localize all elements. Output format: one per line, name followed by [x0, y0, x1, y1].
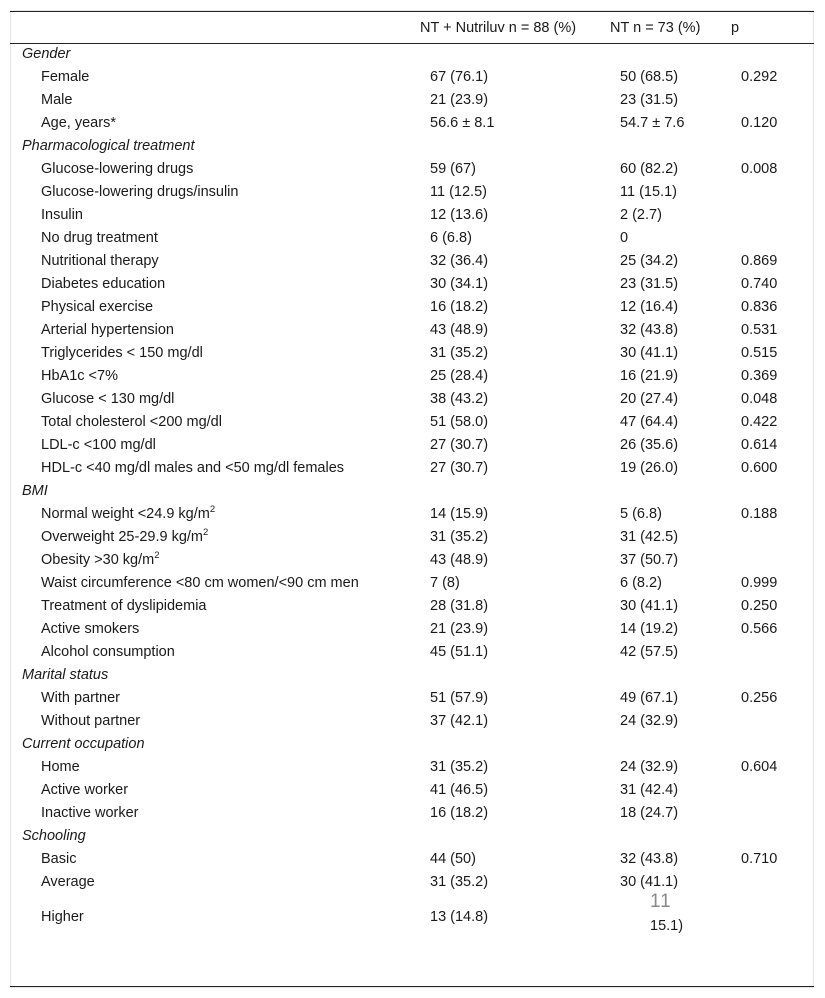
group1-value: 51 (58.0) [430, 414, 489, 430]
p-value [731, 894, 812, 940]
row-label-text: Glucose-lowering drugs [41, 161, 194, 177]
group1-value: 67 (76.1) [430, 69, 489, 85]
table-row [12, 181, 812, 204]
p-value: 0.836 [741, 299, 778, 315]
table-row [12, 89, 812, 112]
group1-value: 56.6 ± 8.1 [430, 115, 495, 131]
table-row [12, 227, 812, 250]
group2-value: 14 (19.2) [620, 621, 679, 637]
p-value: 0.614 [741, 437, 778, 453]
row-label [12, 273, 420, 296]
section-row [12, 43, 812, 66]
row-label [12, 871, 420, 894]
group2-value: 60 (82.2) [620, 161, 679, 177]
table-row [12, 342, 812, 365]
group1-value: 30 (34.1) [430, 276, 489, 292]
row-label [12, 595, 420, 618]
group2-value: 49 (67.1) [620, 690, 679, 706]
group1-value: 59 (67) [430, 161, 476, 177]
table-row [12, 319, 812, 342]
table-row [12, 894, 812, 940]
row-label-text: Female [41, 69, 90, 85]
group2-value: 30 (41.1) [620, 874, 679, 890]
p-value: 0.999 [741, 575, 778, 591]
group2-value: 12 (16.4) [620, 299, 679, 315]
row-label-text: Physical exercise [41, 299, 154, 315]
row-label [12, 181, 420, 204]
group2-value: 30 (41.1) [620, 598, 679, 614]
row-label-text: Insulin [41, 207, 83, 223]
row-label-text: Triglycerides < 150 mg/dl [41, 345, 203, 361]
group1-value: 31 (35.2) [430, 529, 489, 545]
table-row [12, 273, 812, 296]
section-title: Schooling [22, 828, 86, 844]
p-value: 0.188 [741, 506, 778, 522]
p-value [731, 779, 812, 802]
p-value: 0.515 [741, 345, 778, 361]
p-value: 0.422 [741, 414, 778, 430]
header-group2: NT n = 73 (%) [610, 20, 701, 36]
table-row [12, 112, 812, 135]
row-label-text: Treatment of dyslipidemia [41, 598, 207, 614]
group2-value: 31 (42.5) [620, 529, 679, 545]
section-row [12, 825, 812, 848]
row-label [12, 365, 420, 388]
row-label [12, 388, 420, 411]
row-label [12, 894, 420, 940]
row-label [12, 227, 420, 250]
row-label-text: Glucose < 130 mg/dl [41, 391, 175, 407]
row-label [12, 848, 420, 871]
group1-value: 45 (51.1) [430, 644, 489, 660]
row-label-text: Inactive worker [41, 805, 139, 821]
row-label-text: Age, years* [41, 115, 116, 131]
group1-value: 16 (18.2) [430, 299, 489, 315]
row-label [12, 296, 420, 319]
group1-value: 41 (46.5) [430, 782, 489, 798]
group2-value: 19 (26.0) [620, 460, 679, 476]
header-p: p [731, 20, 740, 36]
bottom-rule [10, 986, 814, 987]
row-label [12, 641, 420, 664]
row-label-text: Basic [41, 851, 77, 867]
section-title: BMI [22, 483, 48, 499]
group2-value: 32 (43.8) [620, 851, 679, 867]
row-label [12, 66, 420, 89]
p-value [731, 181, 812, 204]
header-group1: NT + Nutriluv n = 88 (%) [420, 20, 577, 36]
group1-value: 21 (23.9) [430, 92, 489, 108]
row-label-text: LDL-c <100 mg/dl [41, 437, 156, 453]
group1-value: 14 (15.9) [430, 506, 489, 522]
row-label-text: Active smokers [41, 621, 140, 637]
table-row [12, 457, 812, 480]
group1-value: 43 (48.9) [430, 322, 489, 338]
section-title: Gender [22, 46, 71, 62]
table-row [12, 802, 812, 825]
row-label [12, 250, 420, 273]
group2-value: 20 (27.4) [620, 391, 679, 407]
row-label [12, 112, 420, 135]
broken-glyph: 11 [650, 891, 672, 912]
group1-value: 51 (57.9) [430, 690, 489, 706]
row-label-text: HDL-c <40 mg/dl males and <50 mg/dl females [41, 460, 345, 476]
table-row [12, 618, 812, 641]
group2-value: 18 (24.7) [620, 805, 679, 821]
row-label [12, 158, 420, 181]
row-label-text: Diabetes education [41, 276, 166, 292]
row-label [12, 687, 420, 710]
group1-value: 16 (18.2) [430, 805, 489, 821]
row-label-text: No drug treatment [41, 230, 158, 246]
group2-value: 26 (35.6) [620, 437, 679, 453]
table-row [12, 365, 812, 388]
group1-value: 44 (50) [430, 851, 476, 867]
broken-fragment: 15.1) [650, 918, 684, 934]
table-row [12, 296, 812, 319]
group2-value: 16 (21.9) [620, 368, 679, 384]
superscript: 2 [209, 504, 216, 516]
table-row [12, 526, 812, 549]
section-row [12, 733, 812, 756]
row-label [12, 342, 420, 365]
table-row [12, 572, 812, 595]
group1-value: 31 (35.2) [430, 345, 489, 361]
row-label [12, 779, 420, 802]
group1-value: 25 (28.4) [430, 368, 489, 384]
group2-value: 54.7 ± 7.6 [620, 115, 685, 131]
group2-value: 5 (6.8) [620, 506, 662, 522]
group2-value: 50 (68.5) [620, 69, 679, 85]
p-value [731, 710, 812, 733]
row-label [12, 411, 420, 434]
row-label-text: HbA1c <7% [41, 368, 118, 384]
table-row [12, 158, 812, 181]
table-row [12, 250, 812, 273]
section-title: Marital status [22, 667, 109, 683]
data-table [12, 13, 812, 940]
table-row [12, 388, 812, 411]
p-value [731, 871, 812, 894]
p-value: 0.256 [741, 690, 778, 706]
group1-value: 27 (30.7) [430, 437, 489, 453]
group1-value: 6 (6.8) [430, 230, 472, 246]
group2-value: 42 (57.5) [620, 644, 679, 660]
row-label-text: Home [41, 759, 80, 775]
table-row [12, 871, 812, 894]
p-value [731, 641, 812, 664]
group1-value: 37 (42.1) [430, 713, 489, 729]
p-value: 0.531 [741, 322, 778, 338]
p-value: 0.600 [741, 460, 778, 476]
p-value: 0.048 [741, 391, 778, 407]
p-value: 0.869 [741, 253, 778, 269]
group1-value: 28 (31.8) [430, 598, 489, 614]
p-value [731, 227, 812, 250]
row-label [12, 319, 420, 342]
row-label-text: With partner [41, 690, 120, 706]
table-row [12, 411, 812, 434]
row-label-text: Higher [41, 908, 84, 925]
group2-value: 23 (31.5) [620, 92, 679, 108]
group2-value: 23 (31.5) [620, 276, 679, 292]
group2-value: 30 (41.1) [620, 345, 679, 361]
p-value [731, 89, 812, 112]
table-body [12, 43, 812, 940]
group1-value: 32 (36.4) [430, 253, 489, 269]
section-row [12, 135, 812, 158]
superscript: 2 [203, 527, 209, 539]
group1-value: 27 (30.7) [430, 460, 489, 476]
header-row [12, 13, 812, 43]
row-label [12, 204, 420, 227]
group1-value: 43 (48.9) [430, 552, 489, 568]
table-row [12, 641, 812, 664]
group1-value: 13 (14.8) [430, 908, 489, 925]
p-value: 0.566 [741, 621, 778, 637]
p-value: 0.120 [741, 115, 778, 131]
group1-value: 21 (23.9) [430, 621, 489, 637]
superscript: 2 [154, 550, 160, 562]
row-label-text: Arterial hypertension [41, 322, 174, 338]
group2-value: 0 [620, 230, 629, 246]
p-value [731, 204, 812, 227]
table-row [12, 779, 812, 802]
group2-value: 31 (42.4) [620, 782, 679, 798]
section-title: Current occupation [22, 736, 145, 752]
row-label [12, 572, 420, 595]
section-title: Pharmacological treatment [22, 138, 195, 154]
row-label [12, 756, 420, 779]
row-label-text: Male [41, 92, 73, 108]
row-label [12, 526, 420, 549]
section-row [12, 664, 812, 687]
header-label [12, 13, 420, 43]
table-row [12, 503, 812, 526]
row-label [12, 710, 420, 733]
group1-value: 12 (13.6) [430, 207, 489, 223]
top-rule [10, 11, 814, 12]
p-value: 0.008 [741, 161, 778, 177]
row-label-text: Overweight 25-29.9 kg/m [41, 529, 203, 545]
p-value: 0.710 [741, 851, 778, 867]
row-label-text: Glucose-lowering drugs/insulin [41, 184, 239, 200]
table-row [12, 434, 812, 457]
group2-value: 32 (43.8) [620, 322, 679, 338]
row-label-text: Without partner [41, 713, 141, 729]
group1-value: 7 (8) [430, 575, 460, 591]
row-label [12, 802, 420, 825]
row-label [12, 549, 420, 572]
row-label-text: Normal weight <24.9 kg/m [41, 506, 210, 522]
group1-value: 31 (35.2) [430, 759, 489, 775]
p-value: 0.369 [741, 368, 778, 384]
table-row [12, 595, 812, 618]
p-value [731, 549, 812, 572]
p-value: 0.604 [741, 759, 778, 775]
table-row [12, 756, 812, 779]
p-value: 0.292 [741, 69, 778, 85]
group2-value: 24 (32.9) [620, 759, 679, 775]
group2-value-broken [610, 891, 731, 940]
row-label-text: Waist circumference <80 cm women/<90 cm men [41, 575, 359, 591]
row-label [12, 89, 420, 112]
row-label [12, 618, 420, 641]
p-value [731, 802, 812, 825]
row-label [12, 434, 420, 457]
group2-value: 37 (50.7) [620, 552, 679, 568]
row-label [12, 457, 420, 480]
row-label-text: Alcohol consumption [41, 644, 175, 660]
table-row [12, 848, 812, 871]
row-label [12, 503, 420, 526]
row-label-text: Nutritional therapy [41, 253, 159, 269]
table-row [12, 549, 812, 572]
group2-value: 2 (2.7) [620, 207, 662, 223]
row-label-text: Average [41, 874, 95, 890]
row-label-text: Active worker [41, 782, 129, 798]
table-row [12, 710, 812, 733]
table-row [12, 204, 812, 227]
group2-value: 24 (32.9) [620, 713, 679, 729]
group1-value: 11 (12.5) [430, 184, 487, 200]
group1-value: 31 (35.2) [430, 874, 489, 890]
group1-value: 38 (43.2) [430, 391, 489, 407]
table-row [12, 687, 812, 710]
group2-value: 47 (64.4) [620, 414, 679, 430]
row-label-text: Obesity >30 kg/m [41, 552, 155, 568]
p-value: 0.740 [741, 276, 778, 292]
p-value [731, 526, 812, 549]
row-label-text: Total cholesterol <200 mg/dl [41, 414, 222, 430]
group2-value: 11 (15.1) [620, 184, 677, 200]
group2-value: 6 (8.2) [620, 575, 662, 591]
section-row [12, 480, 812, 503]
p-value: 0.250 [741, 598, 778, 614]
group2-value: 25 (34.2) [620, 253, 679, 269]
table-row [12, 66, 812, 89]
